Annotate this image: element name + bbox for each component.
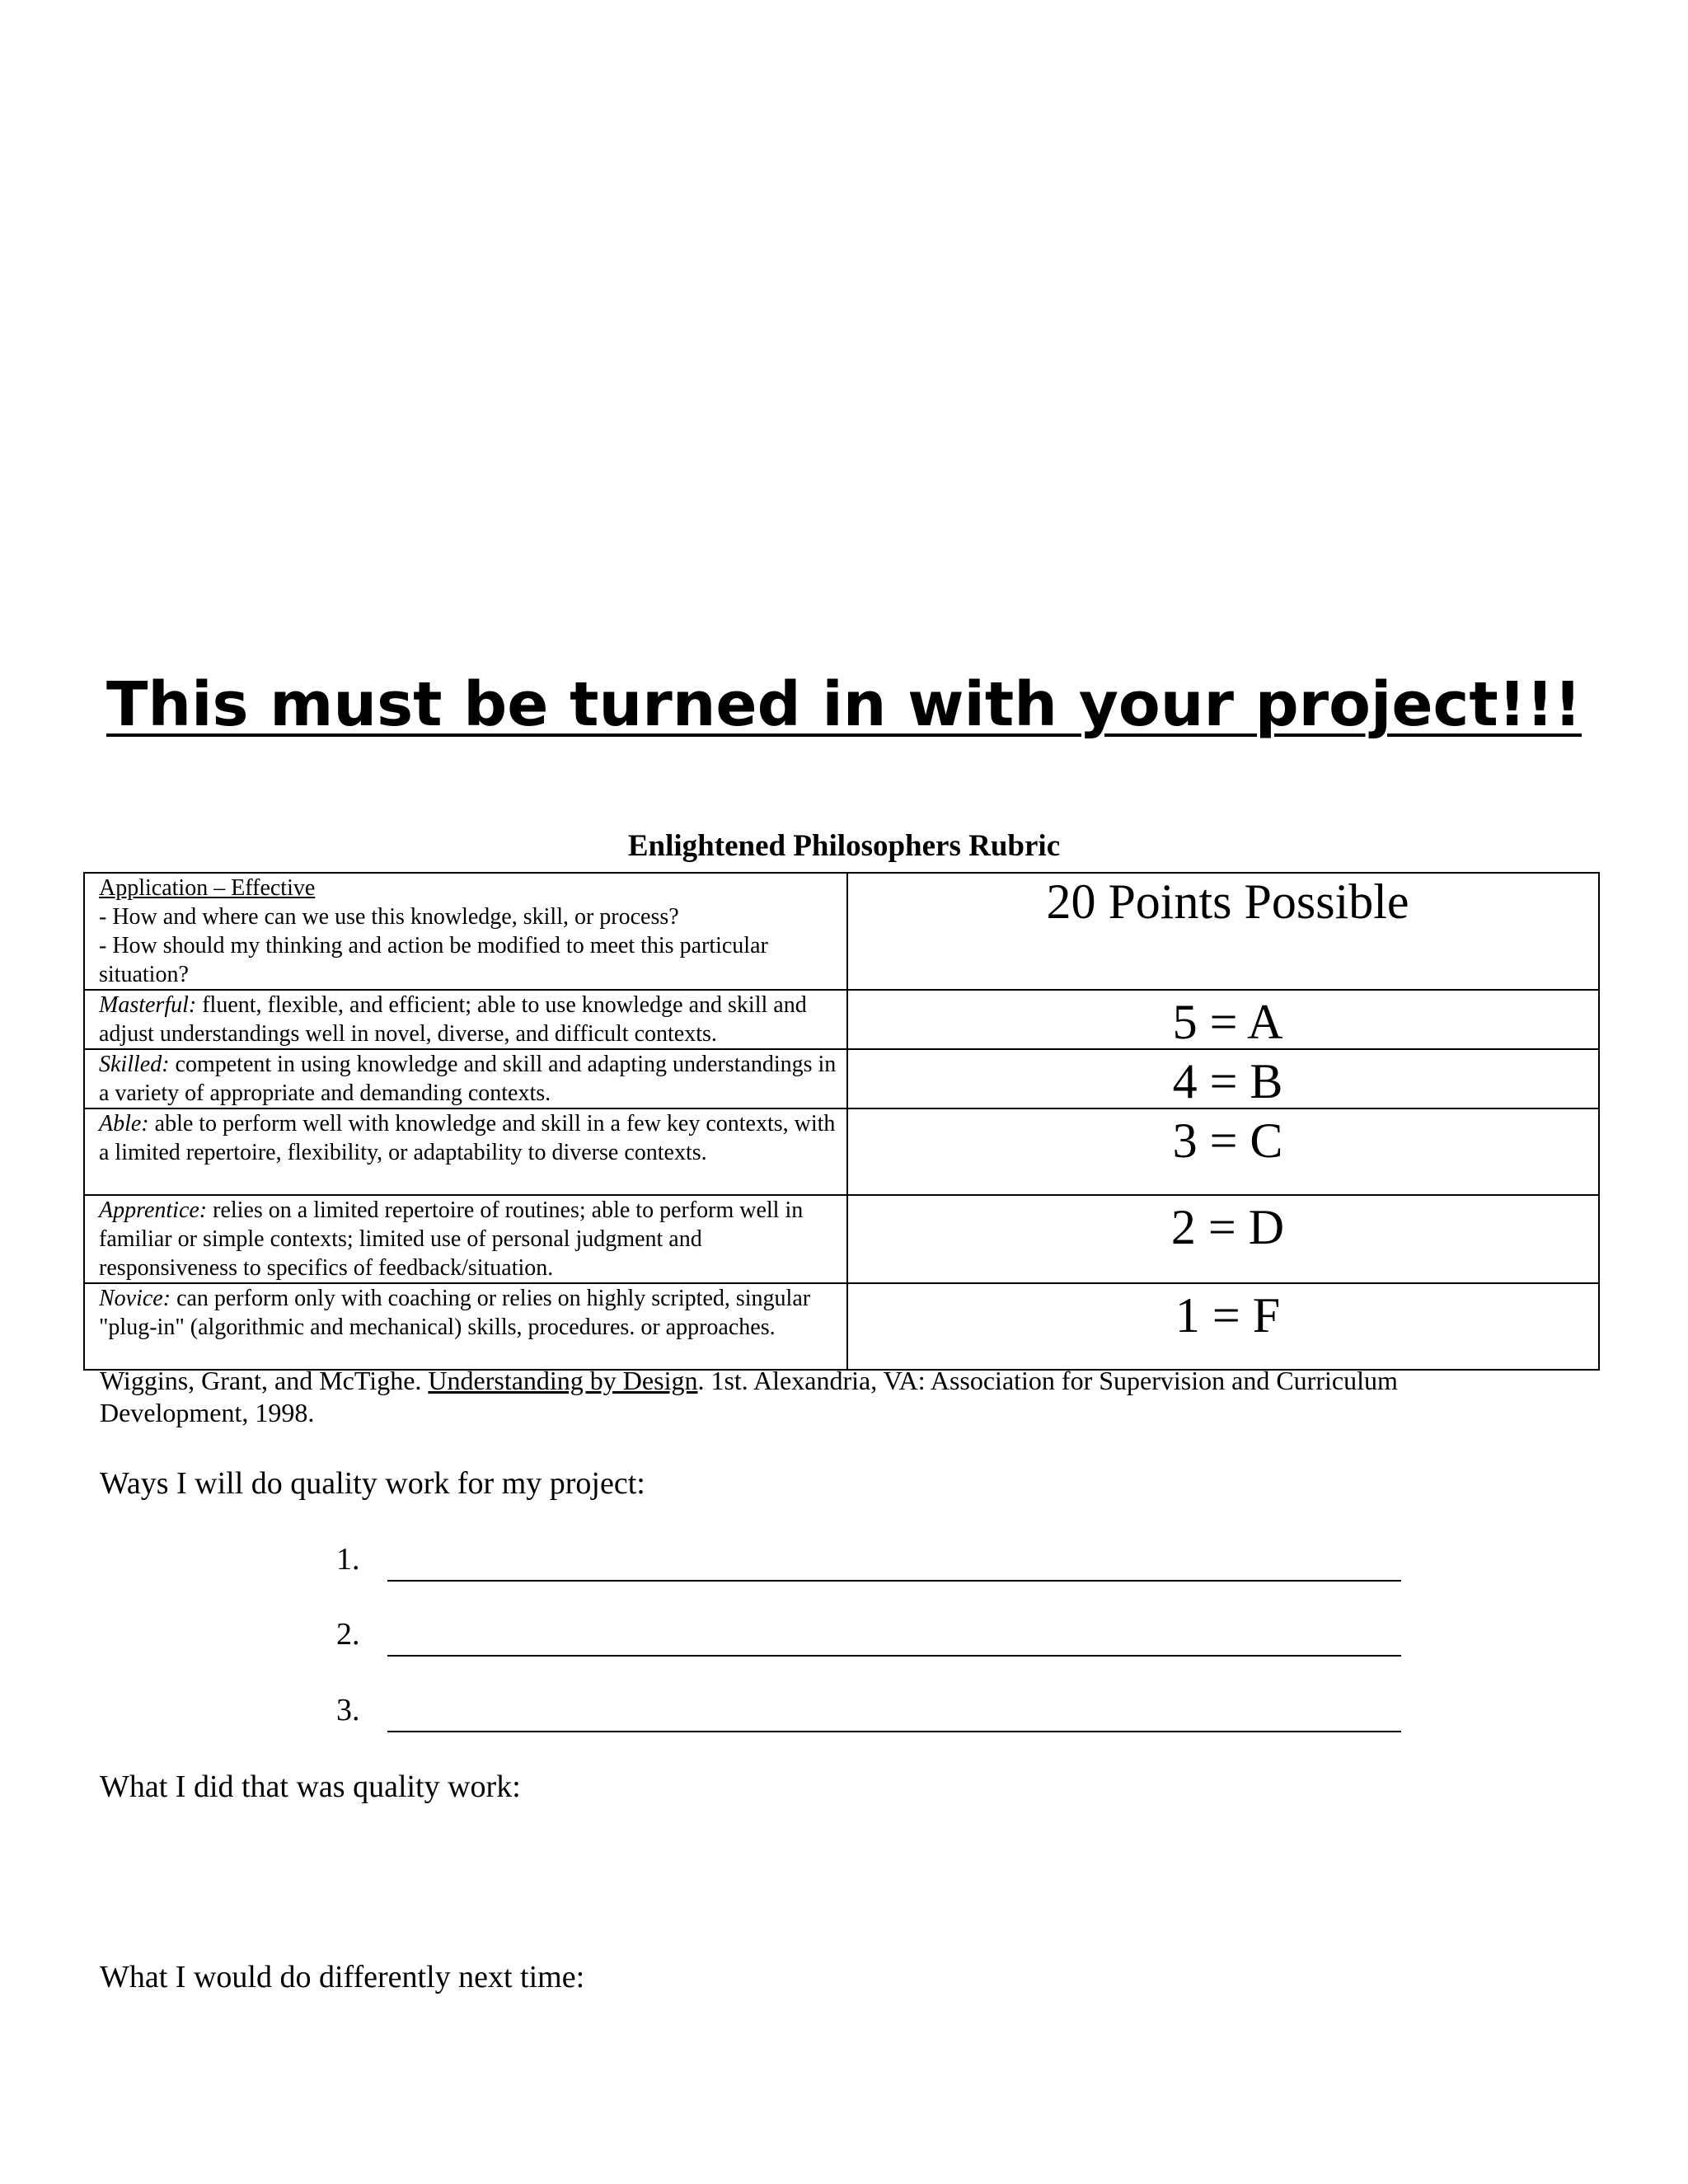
rubric-level-row bbox=[84, 1108, 1599, 1195]
level-grade: 5 = A bbox=[847, 990, 1599, 1049]
level-name: Skilled: bbox=[99, 1052, 170, 1077]
turn-in-banner-text: This must be turned in with your project!!! bbox=[106, 669, 1582, 740]
level-grade: 1 = F bbox=[847, 1283, 1599, 1370]
item-number: 1. bbox=[336, 1542, 360, 1577]
answer-line bbox=[387, 1731, 1401, 1732]
rubric-level-description bbox=[84, 1283, 847, 1370]
rubric-level-description bbox=[84, 1049, 847, 1108]
quality-item-1 bbox=[336, 1544, 1408, 1585]
answer-line bbox=[387, 1655, 1401, 1657]
level-text: fluent, flexible, and efficient; able to use knowledge and skill and adjust understandings well in novel, diverse, and difficult contexts. bbox=[99, 992, 807, 1047]
points-possible: 20 Points Possible bbox=[847, 873, 1599, 990]
rubric-level-row bbox=[84, 990, 1599, 1049]
citation-publication: . 1st. Alexandria, VA: Association for Supervision and Curriculum Development, 1998. bbox=[100, 1366, 1398, 1427]
citation bbox=[100, 1365, 1542, 1429]
differently-prompt: What I would do differently next time: bbox=[100, 1960, 585, 1994]
level-grade: 3 = C bbox=[847, 1108, 1599, 1195]
level-text: able to perform well with knowledge and skill in a few key contexts, with a limited repertoire, flexibility, or adaptability to diverse contexts. bbox=[99, 1111, 836, 1165]
quality-item-3 bbox=[336, 1694, 1408, 1736]
rubric-level-row bbox=[84, 1049, 1599, 1108]
rubric-level-row bbox=[84, 1283, 1599, 1370]
did-quality-prompt: What I did that was quality work: bbox=[100, 1769, 521, 1804]
rubric-header-description bbox=[84, 873, 847, 990]
rubric-table bbox=[83, 872, 1600, 1371]
item-number: 3. bbox=[336, 1693, 360, 1727]
level-name: Apprentice: bbox=[99, 1197, 208, 1223]
rubric-title: Enlightened Philosophers Rubric bbox=[627, 829, 1061, 863]
level-text: competent in using knowledge and skill and adapting understandings in a variety of appropriate and demanding contexts. bbox=[99, 1052, 837, 1106]
rubric-level-description bbox=[84, 1195, 847, 1283]
rubric-level-description bbox=[84, 990, 847, 1049]
rubric-question: - How and where can we use this knowledge, skill, or process? bbox=[99, 904, 679, 930]
level-name: Masterful: bbox=[99, 992, 197, 1018]
answer-line bbox=[387, 1580, 1401, 1582]
level-text: relies on a limited repertoire of routines; able to perform well in familiar or simple contexts; limited use of personal judgment and responsiveness to specifics of feedback/situation. bbox=[99, 1197, 804, 1281]
citation-book-title: Understanding by Design bbox=[428, 1366, 698, 1395]
rubric-level-description bbox=[84, 1108, 847, 1195]
rubric-level-row bbox=[84, 1195, 1599, 1283]
level-text: can perform only with coaching or relies on highly scripted, singular "plug-in" (algorithmic and mechanical) skills, procedures. or approaches. bbox=[99, 1286, 811, 1340]
quality-work-prompt: Ways I will do quality work for my project: bbox=[100, 1466, 645, 1501]
turn-in-banner bbox=[0, 669, 1688, 740]
citation-authors: Wiggins, Grant, and McTighe. bbox=[100, 1366, 429, 1395]
level-name: Able: bbox=[99, 1111, 149, 1137]
rubric-heading: Application – Effective bbox=[99, 875, 316, 901]
rubric-header-row bbox=[84, 873, 1599, 990]
level-grade: 4 = B bbox=[847, 1049, 1599, 1108]
level-name: Novice: bbox=[99, 1286, 171, 1311]
item-number: 2. bbox=[336, 1617, 360, 1652]
level-grade: 2 = D bbox=[847, 1195, 1599, 1283]
rubric-question: - How should my thinking and action be modified to meet this particular situation? bbox=[99, 933, 768, 987]
quality-item-2 bbox=[336, 1619, 1408, 1660]
